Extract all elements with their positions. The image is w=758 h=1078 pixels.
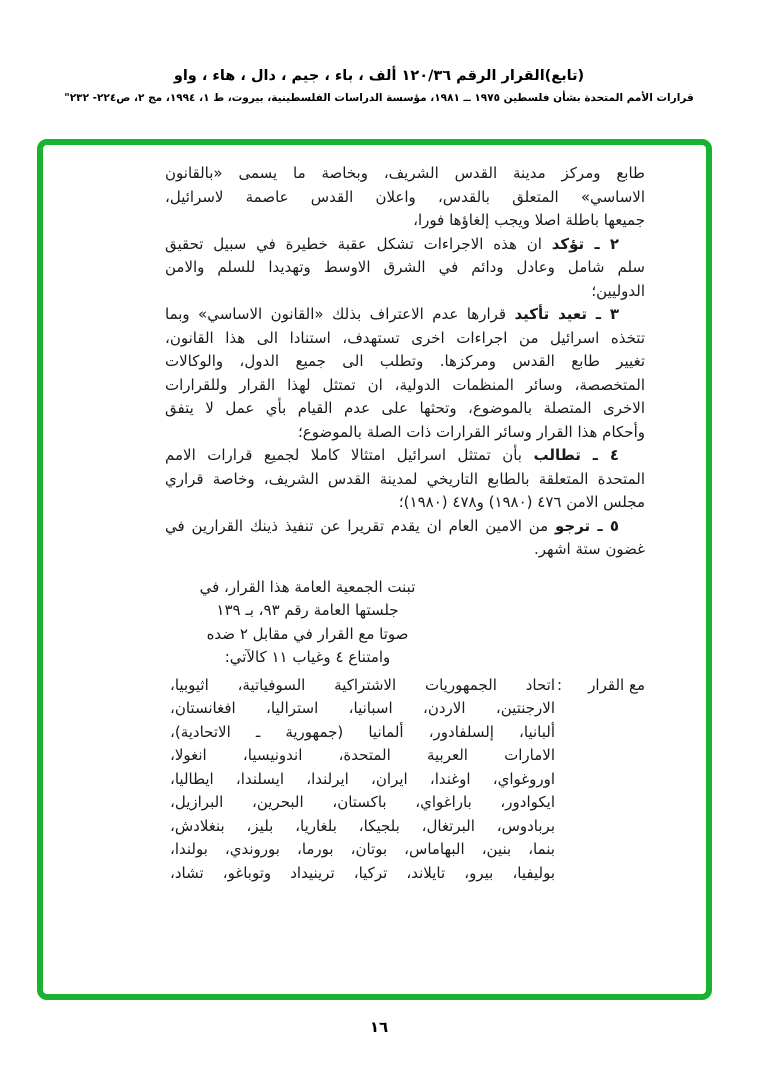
text-line [165,397,645,421]
vote-record [165,674,645,886]
page-header [0,0,758,107]
text-run: الدوليين؛ [591,281,645,300]
clause-4-line [165,444,645,468]
text-line [165,162,645,186]
adoption-line: تبنت الجمعية العامة هذا القرار، في [199,577,416,596]
text-run: قرارها عدم الاعتراف بذلك «القانون الاساسي» وبما [165,305,515,323]
clause-5-line [165,515,645,539]
clause-2-line [165,233,645,257]
adoption-line: صوتا مع القرار في مقابل ٢ ضده [206,624,409,643]
text-run: سلم شامل وعادل ودائم في الشرق الاوسط وتهديدا للسلم والامن [165,258,645,276]
country-line: اوروغواي، اوغندا، ايران، ايرلندا، ايسلندا، ايطاليا، [170,769,555,788]
clause-3-line [165,303,645,327]
text-run: طابع ومركز مدينة القدس الشريف، وبخاصة ما يسمى «بالقانون [165,164,645,182]
source-citation: قرارات الأمم المتحدة بشأن فلسطين ١٩٧٥ ــ ١٩٨١، مؤسسة الدراسات الفلسطينية، بيروت، ط ١، ١٩٩٤، مج ٢، ص٢٢٤- ٢٣٢" [64,92,694,104]
text-line [165,374,645,398]
page-number: ١٦ [369,1018,389,1036]
country-line: بوليفيا، بيرو، تايلاند، تركيا، ترينيداد وتوباغو، تشاد، [170,863,555,882]
text-line [165,421,645,445]
bold-run: ٣ ـ تعيد تأكيد [514,305,619,323]
text-run: وأحكام هذا القرار وسائر القرارات ذات الصلة بالموضوع؛ [298,422,645,441]
text-run: من الامين العام ان يقدم تقريرا عن تنفيذ ذينك القرارين في [165,516,556,535]
resolution-body [43,145,706,885]
text-line [165,209,645,233]
text-run: غضون ستة اشهر. [534,540,645,558]
text-line [165,280,645,304]
text-line [165,256,645,280]
text-line [165,350,645,374]
vote-country-list [170,674,555,886]
vote-label-row [557,674,645,698]
text-run: جميعها باطلة اصلا ويجب إلغاؤها فورا، [413,211,645,229]
country-line: بربادوس، البرتغال، بلجيكا، بلغاريا، بليز، بنغلادش، [170,816,555,835]
text-run: ان هذه الاجراءات تشكل عقبة خطيرة في سبيل تحقيق [165,234,552,253]
text-line [165,327,645,351]
text-run: تتخذه اسرائيل من اجراءات اخرى تستهدف، استنادا الى هذا القانون، [165,328,645,347]
text-run: الاخرى المتصلة بالموضوع، وتحثها على عدم القيام بأي عمل لا يتفق [165,399,645,417]
text-run: بأن تمتثل اسرائيل امتثالا كاملا لجميع قرارات الامم [165,446,534,464]
country-line: الارجنتين، الاردن، اسبانيا، استراليا، افغانستان، [170,699,555,717]
country-line: ألبانيا، إلسلفادور، ألمانيا (جمهورية ـ الاتحادية)، [170,722,555,741]
adoption-note [165,576,450,670]
vote-label: مع القرار [588,675,645,694]
bold-run: ٤ ـ تطالب [533,446,619,464]
country-line: ايكوادور، باراغواي، باكستان، البحرين، البرازيل، [170,793,555,811]
text-run: الاساسي» المتعلق بالقدس، واعلان القدس عاصمة لاسرائيل، [165,187,645,206]
adoption-line: وامتناع ٤ وغياب ١١ كالآتي: [224,648,391,666]
text-run: تغيير طابع القدس ومركزها. وتطلب الى جميع الدول، والوكالات [165,352,645,370]
vote-colon: : [557,675,563,694]
resolution-title: (تابع)القرار الرقم ١٢٠/٣٦ ألف ، باء ، جيم ، دال ، هاء ، واو [173,68,585,84]
text-line [165,538,645,562]
text-line [165,468,645,492]
country-line: اتحاد الجمهوريات الاشتراكية السوفياتية، اثيوبيا، [170,675,555,694]
country-line: الامارات العربية المتحدة، اندونيسيا، انغولا، [170,746,555,764]
adoption-line: جلستها العامة رقم ٩٣، بـ ١٣٩ [216,601,399,619]
text-run: المتخصصة، وسائر المنظمات الدولية، ان تمتثل لهذا القرار وللقرارات [165,375,645,394]
text-run: مجلس الامن ٤٧٦ (١٩٨٠) و٤٧٨ (١٩٨٠)؛ [398,493,645,511]
text-line [165,186,645,210]
bold-run: ٥ ـ ترجو [555,516,620,535]
country-line: بنما، بنين، البهاماس، بوتان، بورما، بوروندي، بولندا، [170,840,555,858]
green-frame [37,139,712,1000]
bold-run: ٢ ـ تؤكد [551,234,620,253]
text-line [165,491,645,515]
text-run: المتحدة المتعلقة بالطابع التاريخي لمدينة القدس الشريف، وخاصة قراري [165,469,645,488]
